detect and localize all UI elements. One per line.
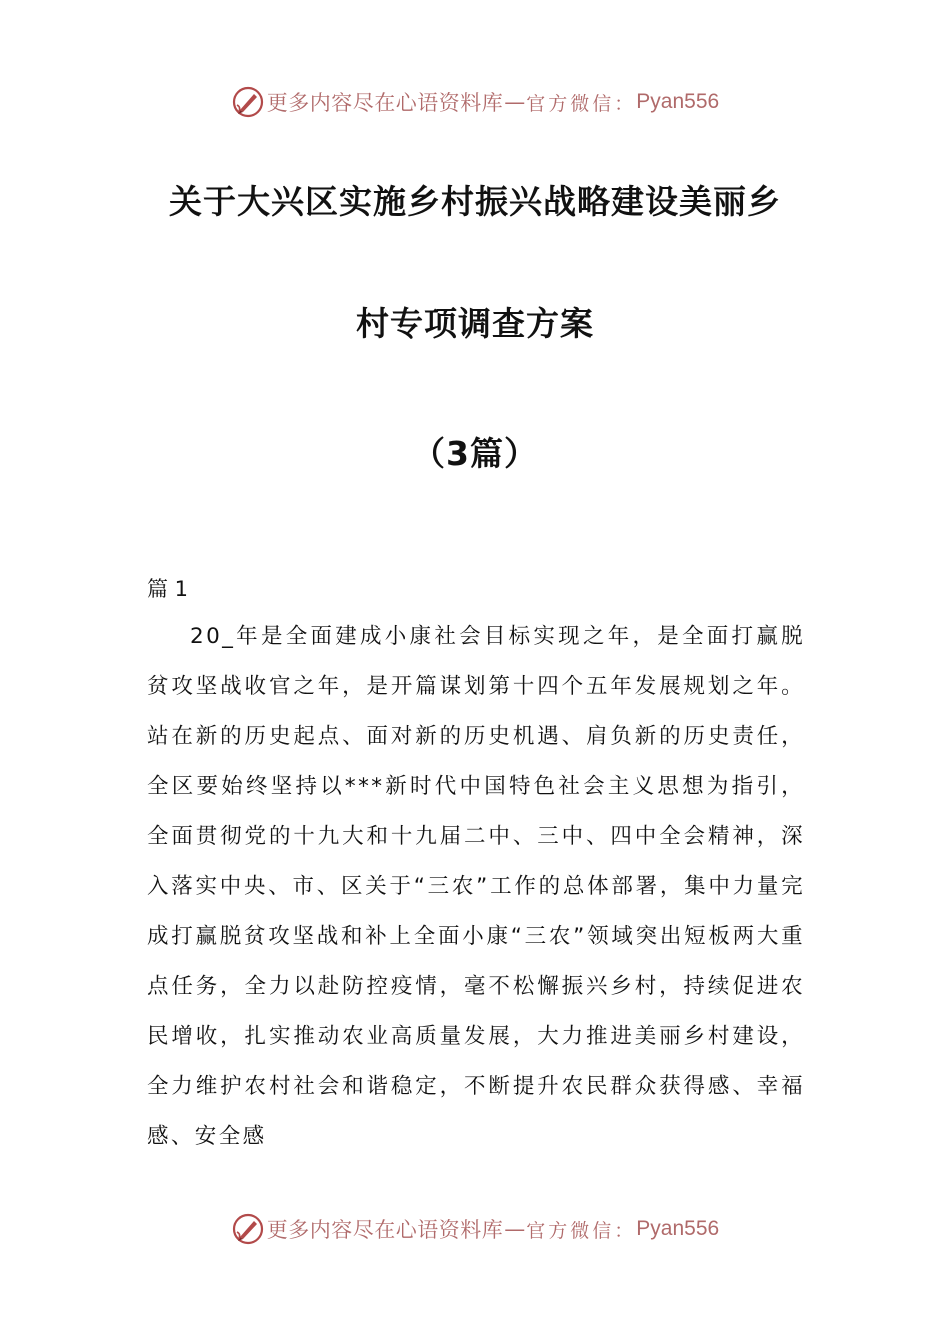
document-subtitle: （3篇） <box>412 434 538 473</box>
document-title-line-1: 关于大兴区实施乡村振兴战略建设美丽乡 <box>169 182 781 221</box>
section-label: 篇 1 <box>147 577 189 601</box>
watermark-text: 更多内容尽在心语资料库 <box>266 1218 504 1242</box>
document-title-line-2: 村专项调查方案 <box>356 304 594 343</box>
watermark-text: 更多内容尽在心语资料库 <box>266 91 504 115</box>
watermark-banner-top <box>0 82 950 122</box>
watermark-contact-id: Pyan556 <box>636 90 720 113</box>
body-paragraph: 20_年是全面建成小康社会目标实现之年，是全面打赢脱贫攻坚战收官之年，是开篇谋划第十四个五年发展规划之年。站在新的历史起点、面对新的历史机遇、肩负新的历史责任，全区要始终坚持以***新时代中国特色社会主义思想为指引，全面贯彻党的十九大和十九届二中、三中、四中全会精神，深入落实中央、市、区关于“三农”工作的总体部署，集中力量完成打赢脱贫攻坚战和补上全面小康“三农”领域突出短板两大重点任务，全力以赴防控疫情，毫不松懈振兴乡村，持续促进农民增收，扎实推动农业高质量发展，大力推进美丽乡村建设，全力维护农村社会和谐稳定，不断提升农民群众获得感、幸福感、安全感 <box>147 624 805 1149</box>
watermark-contact-label: 官方微信： <box>526 92 637 115</box>
watermark-dash: — <box>504 90 526 114</box>
watermark-banner-bottom <box>0 1209 950 1249</box>
pen-logo-icon <box>231 1212 265 1246</box>
pen-logo-icon <box>231 85 265 119</box>
watermark-dash: — <box>504 1217 526 1241</box>
watermark-contact-label: 官方微信： <box>526 1219 637 1242</box>
watermark-contact-id: Pyan556 <box>636 1217 720 1240</box>
